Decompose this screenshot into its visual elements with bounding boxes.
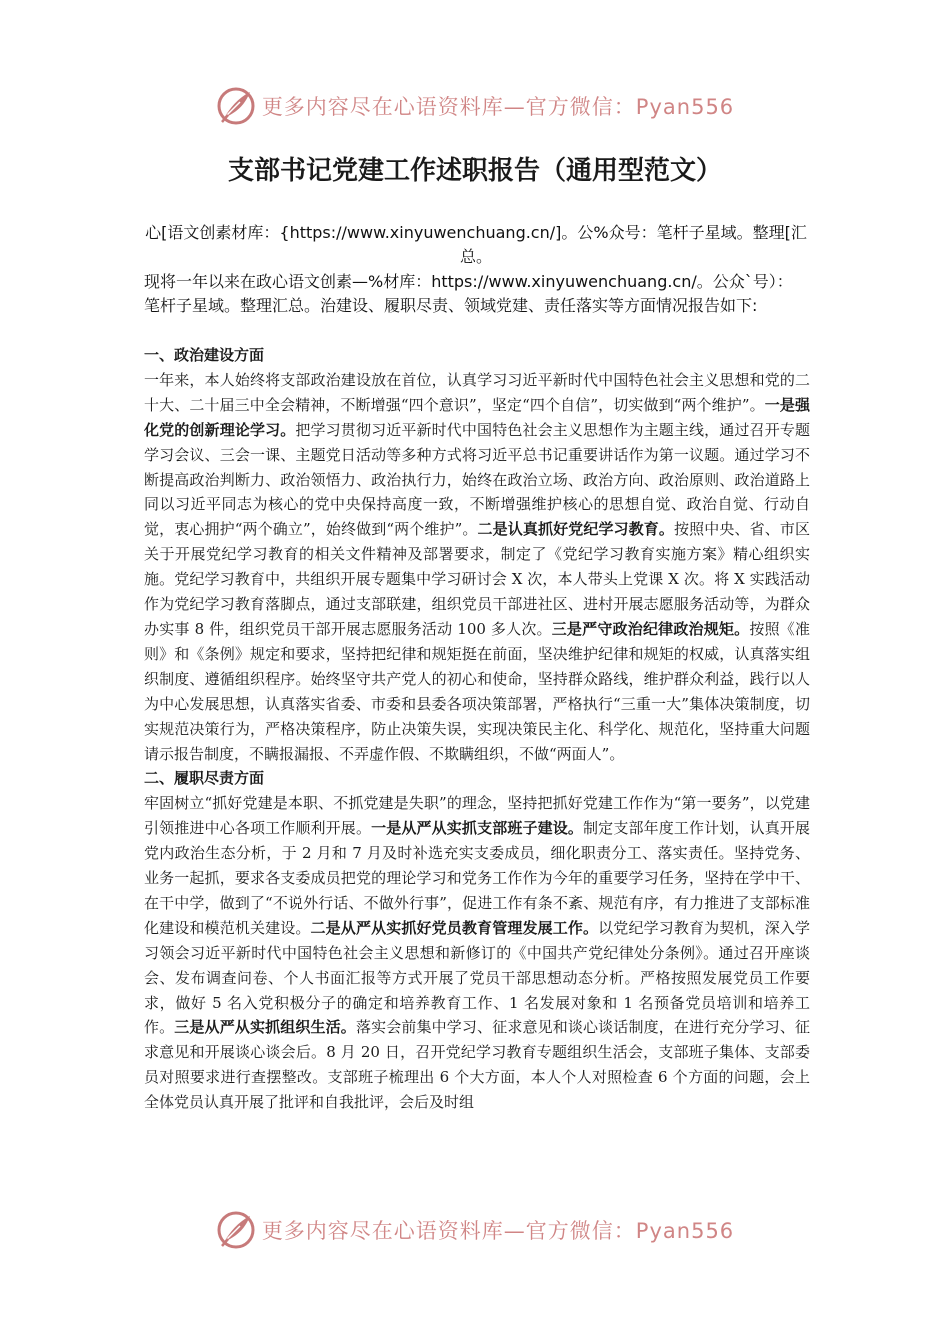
paragraph-text: 制定支部年度工作计划，认真开展党内政治生态分析，于 2 月和 7 月及时补选充实支委成员，细化职责分工、落实责任。坚持党务、业务一起抓，要求各支委成员把党的理论学习和党务工作作为今年的重要学习任务，坚持在学中干、在干中学，做到了“不说外行话、不做外行事”，促进工作有条不紊、规范有序，有力推进了支部标准化建设和模范机关建设。 bbox=[144, 819, 810, 937]
section-paragraph-duties bbox=[144, 791, 810, 1115]
paragraph-text: 把学习贯彻习近平新时代中国特色社会主义思想作为主题主线，通过召开专题学习会议、三会一课、主题党日活动等多种方式将习近平总书记重要讲话作为第一议题。通过学习不断提高政治判断力、政治领悟力、政治执行力，始终在政治立场、政治方向、政治原则、政治道路上同以习近平同志为核心的党中央保持高度一致，不断增强维护核心的思想自觉、政治自觉、行动自觉，衷心拥护“两个确立”，始终做到“两个维护”。 bbox=[144, 420, 810, 539]
key-point-2: 二是认真抓好党纪学习教育。 bbox=[477, 520, 675, 539]
footer-banner bbox=[0, 1208, 950, 1252]
key-point-1: 一是强化党的创新理论学习。 bbox=[144, 395, 810, 439]
intro-line-2: 现将一年以来在政心语文创素—%材库：https://www.xinyuwenchuang.cn/。公众`号）：笔杆子星域。整理汇总。治建设、履职尽责、领域党建、责任落实等方面情况报告如下: bbox=[144, 272, 793, 315]
paragraph-text: 落实会前集中学习、征求意见和谈心谈话制度，在进行充分学习、征求意见和开展谈心谈会后。8 月 20 日，召开党纪学习教育专题组织生活会，支部班子集体、支部委员对照要求进行查摆整改。支部班子梳理出 6 个大方面，本人个人对照检查 6 个方面的问题，会上全体党员认真开展了批评和自我批评，会后及时组 bbox=[144, 1018, 810, 1112]
section-heading-duties: 二、履职尽责方面 bbox=[144, 769, 265, 788]
document-title: 支部书记党建工作述职报告（通用型范文） bbox=[227, 156, 722, 186]
section-paragraph-political bbox=[144, 368, 810, 767]
banner-text: 更多内容尽在心语资料库—官方微信：Pyan556 bbox=[261, 95, 735, 119]
feather-pen-logo-icon bbox=[216, 86, 256, 126]
document-body bbox=[144, 343, 810, 1115]
header-banner bbox=[0, 84, 950, 128]
paragraph-text: 以党纪学习教育为契机，深入学习领会习近平新时代中国特色社会主义思想和新修订的《中国共产党纪律处分条例》。通过召开座谈会、发布调查问卷、个人书面汇报等方式开展了党员干部思想动态分析。严格按照发展党员工作要求，做好 5 名入党积极分子的确定和培养教育工作、1 名发展对象和 1 名预备党员培训和培养工作。 bbox=[144, 918, 810, 1037]
paragraph-text: 牢固树立“抓好党建是本职、不抓党建是失职”的理念，坚持把抓好党建工作作为“第一要务”，以党建引领推进中心各项工作顺利开展。 bbox=[144, 794, 810, 838]
key-point-1: 一是从严从实抓支部班子建设。 bbox=[371, 819, 584, 838]
key-point-3: 三是从严从实抓组织生活。 bbox=[174, 1018, 356, 1037]
paragraph-text: 按照中央、省、市区关于开展党纪学习教育的相关文件精神及部署要求，制定了《党纪学习教育实施方案》精心组织实施。党纪学习教育中，共组织开展专题集中学习研讨会 X 次，本人带头上党课 X 次。将 X 实践活动作为党纪学习教育落脚点，通过支部联建，组织党员干部进社区、进村开展志愿服务活动等，为群众办实事 8 件，组织党员干部开展志愿服务活动 100 多人次。 bbox=[144, 520, 810, 638]
intro-line-1: 心[语文创素材库：{https://www.xinyuwenchuang.cn/]。公%众号：笔杆子星域。整理[汇总。 bbox=[145, 223, 807, 266]
key-point-3: 三是严守政治纪律政治规矩。 bbox=[551, 619, 750, 638]
banner-text: 更多内容尽在心语资料库—官方微信：Pyan556 bbox=[261, 1219, 735, 1243]
key-point-2: 二是从严从实抓好党员教育管理发展工作。 bbox=[310, 918, 599, 937]
section-heading-political: 一、政治建设方面 bbox=[144, 346, 265, 364]
paragraph-text: 一年来，本人始终将支部政治建设放在首位，认真学习习近平新时代中国特色社会主义思想和党的二十大、二十届三中全会精神，不断增强“四个意识”，坚定“四个自信”，切实做到“两个维护”。 bbox=[144, 370, 810, 414]
feather-pen-logo-icon bbox=[216, 1210, 256, 1250]
paragraph-text: 按照《准则》和《条例》规定和要求，坚持把纪律和规矩挺在前面，坚决维护纪律和规矩的权威，认真落实组织制度、遵循组织程序。始终坚守共产党人的初心和使命，坚持群众路线，维护群众利益，践行以人为中心发展思想，认真落实省委、市委和县委各项决策部署，严格执行“三重一大”集体决策制度，切实规范决策行为，严格决策程序，防止决策失误，实现决策民主化、科学化、规范化，坚持重大问题请示报告制度，不瞒报漏报、不弄虚作假、不欺瞒组织，不做“两面人”。 bbox=[144, 619, 810, 763]
